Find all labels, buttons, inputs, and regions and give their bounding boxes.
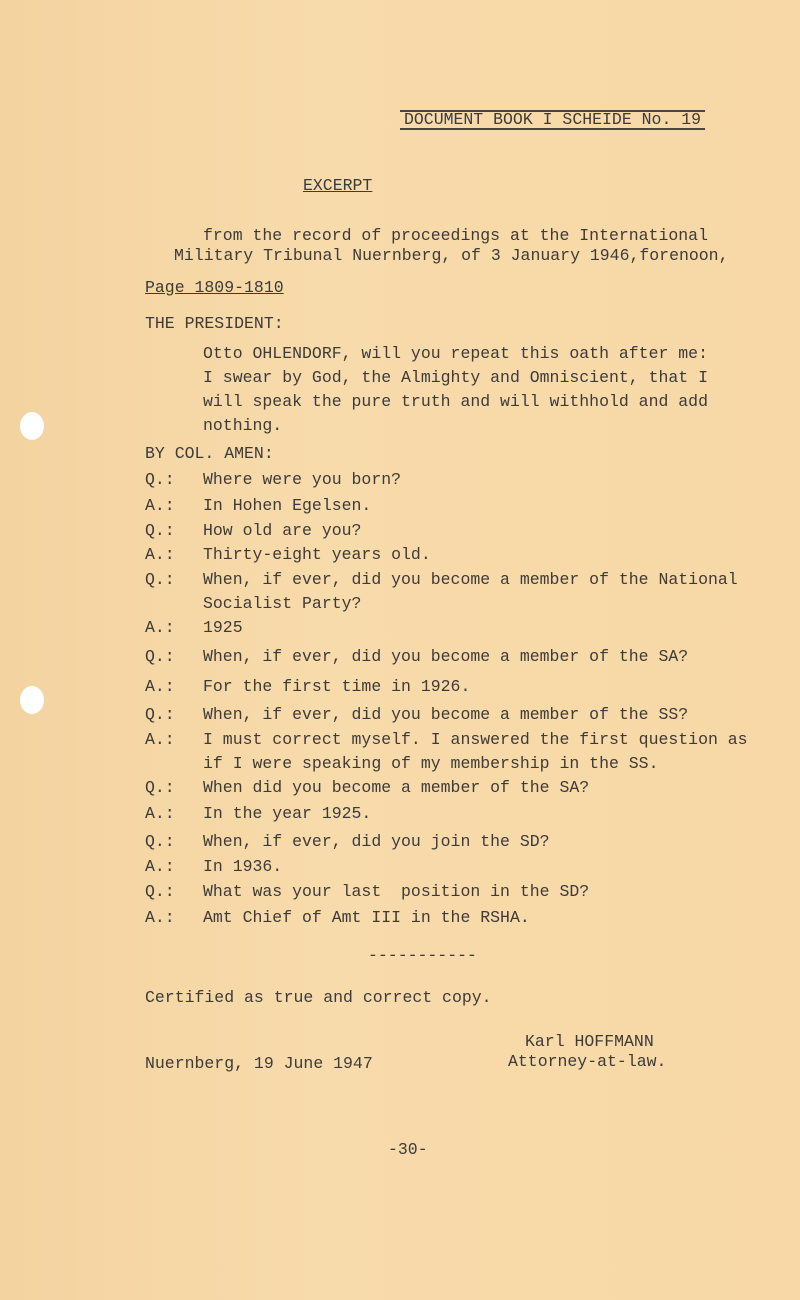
- qa-label: Q.:: [145, 882, 175, 901]
- document-reference: DOCUMENT BOOK I SCHEIDE No. 19: [400, 110, 705, 130]
- qa-label: A.:: [145, 545, 175, 564]
- oath-line: will speak the pure truth and will withhold and add: [203, 392, 708, 411]
- oath-line: Otto OHLENDORF, will you repeat this oath after me:: [203, 344, 708, 363]
- qa-label: Q.:: [145, 470, 175, 489]
- document-title: EXCERPT: [303, 176, 373, 195]
- qa-text: Socialist Party?: [203, 594, 362, 613]
- qa-text: How old are you?: [203, 521, 362, 540]
- qa-text: Where were you born?: [203, 470, 402, 489]
- qa-label: A.:: [145, 804, 175, 823]
- qa-text: Amt Chief of Amt III in the RSHA.: [203, 908, 530, 927]
- qa-text: When, if ever, did you become a member of the National: [203, 570, 738, 589]
- page-reference: Page 1809-1810: [145, 278, 284, 297]
- qa-label: A.:: [145, 677, 175, 696]
- qa-text: When, if ever, did you become a member of the SS?: [203, 705, 689, 724]
- page-number: -30-: [388, 1140, 428, 1159]
- qa-label: Q.:: [145, 521, 175, 540]
- examiner-label: BY COL. AMEN:: [145, 444, 274, 463]
- qa-text: When did you become a member of the SA?: [203, 778, 590, 797]
- qa-label: A.:: [145, 730, 175, 749]
- qa-text: if I were speaking of my membership in the SS.: [203, 754, 659, 773]
- speaker-label: THE PRESIDENT:: [145, 314, 284, 333]
- oath-line: nothing.: [203, 416, 283, 435]
- intro-line: from the record of proceedings at the International: [203, 226, 708, 245]
- qa-label: A.:: [145, 618, 175, 637]
- qa-text: I must correct myself. I answered the first question as: [203, 730, 748, 749]
- certification-text: Certified as true and correct copy.: [145, 988, 492, 1007]
- qa-text: In 1936.: [203, 857, 283, 876]
- qa-text: 1925: [203, 618, 243, 637]
- qa-text: When, if ever, did you join the SD?: [203, 832, 550, 851]
- qa-text: What was your last position in the SD?: [203, 882, 590, 901]
- qa-label: Q.:: [145, 778, 175, 797]
- intro-line: Military Tribunal Nuernberg, of 3 January 1946,forenoon,: [174, 246, 729, 265]
- punch-hole: [20, 412, 44, 440]
- qa-text: In the year 1925.: [203, 804, 372, 823]
- punch-hole: [20, 686, 44, 714]
- qa-text: When, if ever, did you become a member of the SA?: [203, 647, 689, 666]
- signatory-name: Karl HOFFMANN: [525, 1032, 654, 1051]
- qa-label: A.:: [145, 857, 175, 876]
- oath-line: I swear by God, the Almighty and Omniscient, that I: [203, 368, 708, 387]
- qa-label: Q.:: [145, 647, 175, 666]
- qa-label: A.:: [145, 496, 175, 515]
- qa-text: In Hohen Egelsen.: [203, 496, 372, 515]
- qa-label: Q.:: [145, 705, 175, 724]
- separator-line: -----------: [368, 946, 477, 965]
- qa-text: Thirty-eight years old.: [203, 545, 431, 564]
- qa-label: Q.:: [145, 832, 175, 851]
- qa-label: Q.:: [145, 570, 175, 589]
- place-date: Nuernberg, 19 June 1947: [145, 1054, 373, 1073]
- qa-text: For the first time in 1926.: [203, 677, 471, 696]
- signatory-title: Attorney-at-law.: [508, 1052, 667, 1071]
- qa-label: A.:: [145, 908, 175, 927]
